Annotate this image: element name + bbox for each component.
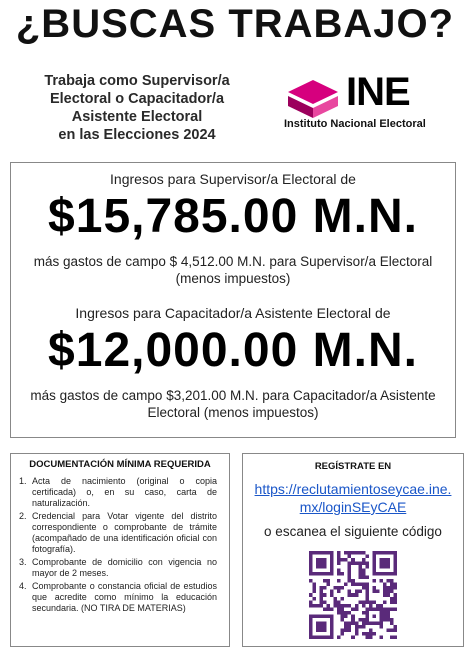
list-item [19,557,217,579]
ine-ballot-box-icon [284,74,342,120]
intro-line: en las Elecciones 2024 [58,127,216,143]
documentation-box [10,453,230,647]
supervisor-extra: más gastos de campo $ 4,512.00 M.N. para Supervisor/a Electoral [33,254,433,269]
register-link[interactable] [243,480,463,516]
capacitador-label: Ingresos para Capacitador/a Asistente Electoral de [75,305,391,321]
ine-logo [284,70,469,136]
intro-line: Trabaja como Supervisor/a [44,73,230,89]
list-item-number: 4. [19,581,27,591]
supervisor-extra: (menos impuestos) [175,271,291,286]
ine-wordmark: INE [346,70,410,114]
list-item [19,581,217,614]
intro-line: Asistente Electoral [71,109,203,125]
list-item-text: Acta de nacimiento (original o copia certificada) o, en su caso, carta de naturalización. [32,476,217,508]
intro-line: Electoral o Capacitador/a [49,91,225,107]
qr-code-icon[interactable] [309,551,397,639]
capacitador-amount: $12,000.00 M.N. [48,324,418,377]
list-item-text: Credencial para Votar vigente del distrito correspondiente o comprobante de trámite (acompañado de una identificación oficial con fotografía). [32,511,217,554]
supervisor-label: Ingresos para Supervisor/a Electoral de [110,171,356,187]
register-title: REGÍSTRATE EN [314,461,392,472]
list-item-number: 2. [19,511,27,521]
register-link-line[interactable]: mx/loginSEyCAE [299,499,407,515]
headline: ¿BUSCAS TRABAJO? [15,2,455,46]
income-box [10,162,456,438]
list-item [19,476,217,509]
list-item-text: Comprobante o constancia oficial de estudios que acredite como mínimo la educación secundaria. (NO TIRA DE MATERIAS) [32,581,217,613]
list-item-number: 1. [19,476,27,486]
scan-instructions: o escanea el siguiente código [264,524,442,539]
documentation-title: DOCUMENTACIÓN MÍNIMA REQUERIDA [29,459,211,470]
capacitador-extra: Electoral (menos impuestos) [147,405,319,420]
list-item-number: 3. [19,557,27,567]
capacitador-extra: más gastos de campo $3,201.00 M.N. para Capacitador/a Asistente [30,388,436,403]
list-item-text: Comprobante de domicilio con vigencia no mayor de 2 meses. [32,557,217,578]
intro-text [22,72,252,144]
register-link-line[interactable]: https://reclutamientoseycae.ine. [254,481,452,497]
register-box [242,453,464,647]
list-item [19,511,217,555]
documentation-list [19,476,217,616]
institute-name: Instituto Nacional Electoral [284,118,426,130]
supervisor-amount: $15,785.00 M.N. [48,190,418,243]
